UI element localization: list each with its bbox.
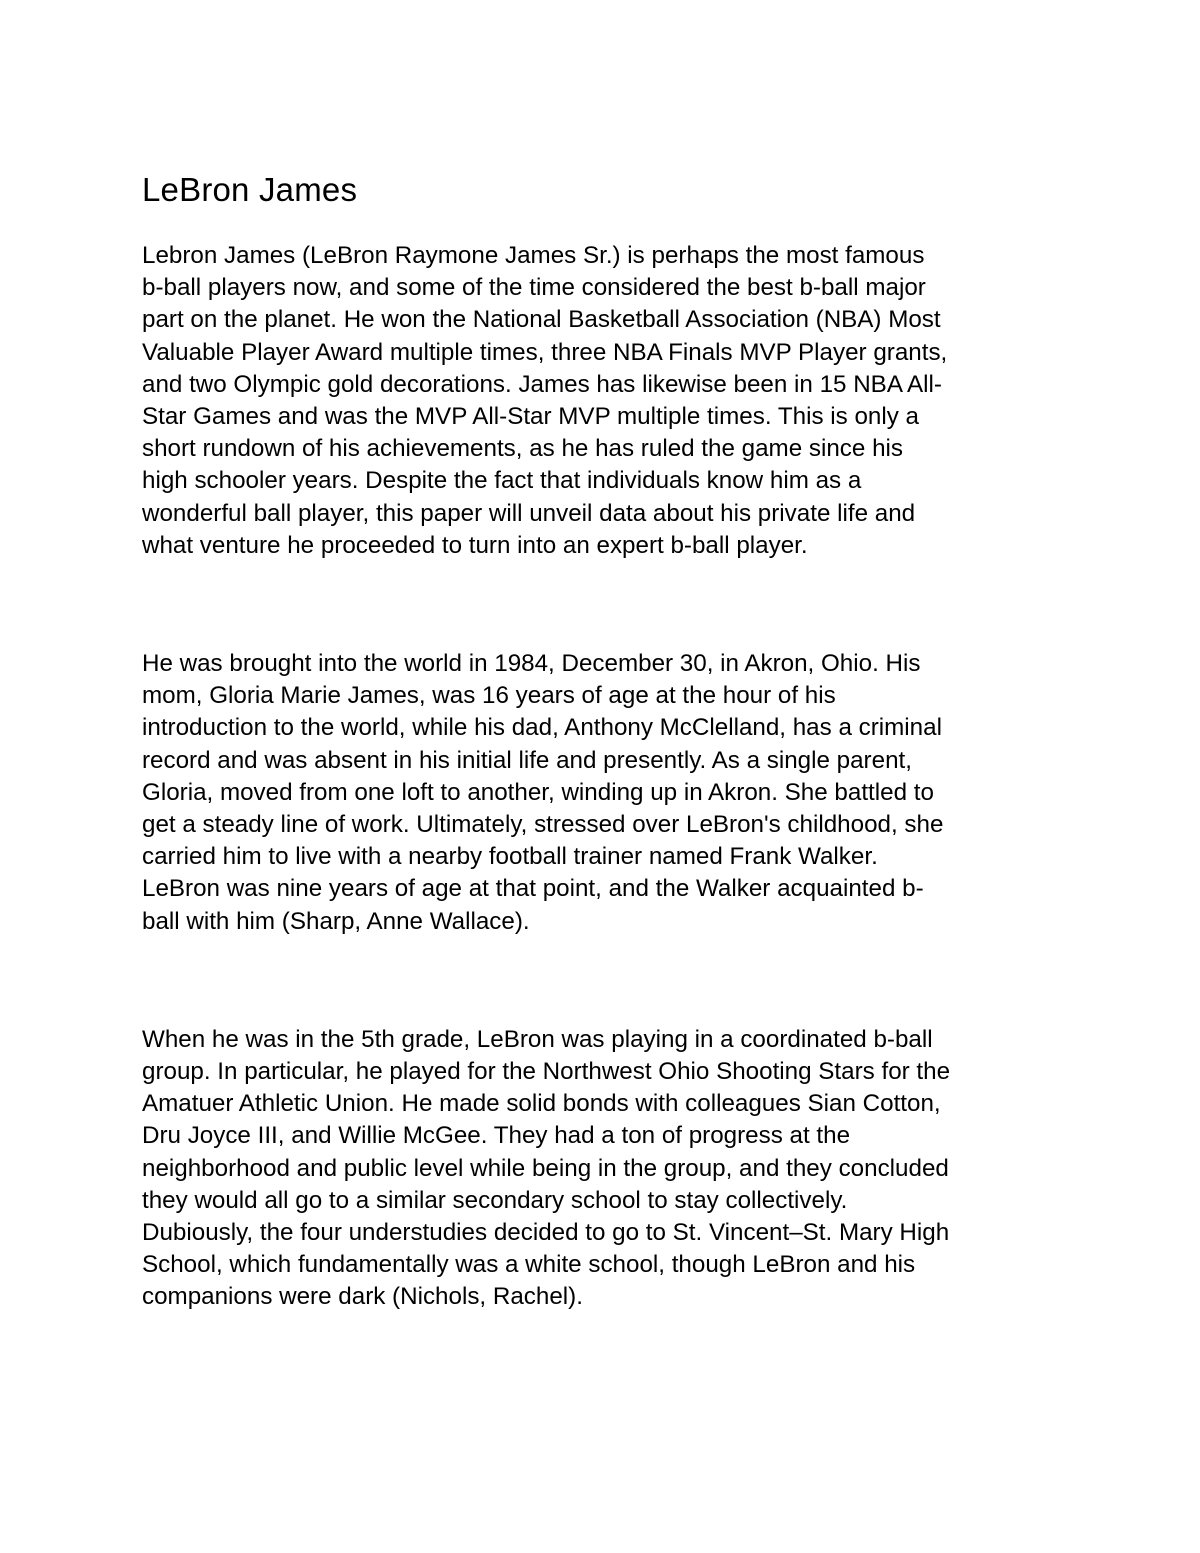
document-title: LeBron James (142, 171, 358, 208)
paragraph-youth-basketball: When he was in the 5th grade, LeBron was playing in a coordinated b-ball group. In particular, he played for the Northwest Ohio Shooting Stars for the Amatuer Athletic Union. He made solid bonds with colleagues Sian Cotton, Dru Joyce III, and Willie McGee. They had a ton of progress at the neighborhood and public level while being in the group, and they concluded they would all go to a similar secondary school to stay collectively. Dubiously, the four understudies decided to go to St. Vincent–St. Mary High School, which fundamentally was a white school, though LeBron and his companions were dark (Nichols, Rachel). (142, 1025, 951, 1311)
paragraph-intro: Lebron James (LeBron Raymone James Sr.) is perhaps the most famous b-ball players now, and some of the time considered the best b-ball major part on the planet. He won the National Basketball Association (NBA) Most Valuable Player Award multiple times, three NBA Finals MVP Player grants, and two Olympic gold decorations. James has likewise been in 15 NBA All- Star Games and was the MVP All-Star MVP multiple times. This is only a short rundown of his achievements, as he has ruled the game since his high schooler years. Despite the fact that individuals know him as a wonderful ball player, this paper will unveil data about his private life and what venture he proceeded to turn into an expert b-ball player. (142, 242, 948, 559)
paragraph-early-life: He was brought into the world in 1984, December 30, in Akron, Ohio. His mom, Gloria Marie James, was 16 years of age at the hour of his introduction to the world, while his dad, Anthony McClelland, has a criminal record and was absent in his initial life and presently. As a single parent, Gloria, moved from one loft to another, winding up in Akron. She battled to get a steady line of work. Ultimately, stressed over LeBron's childhood, she carried him to live with a nearby football trainer named Frank Walker. LeBron was nine years of age at that point, and the Walker acquainted b- ball with him (Sharp, Anne Wallace). (142, 650, 944, 935)
paragraph-spacer (142, 938, 1062, 1024)
document-page (142, 168, 1062, 1314)
paragraph-spacer (142, 562, 1062, 648)
